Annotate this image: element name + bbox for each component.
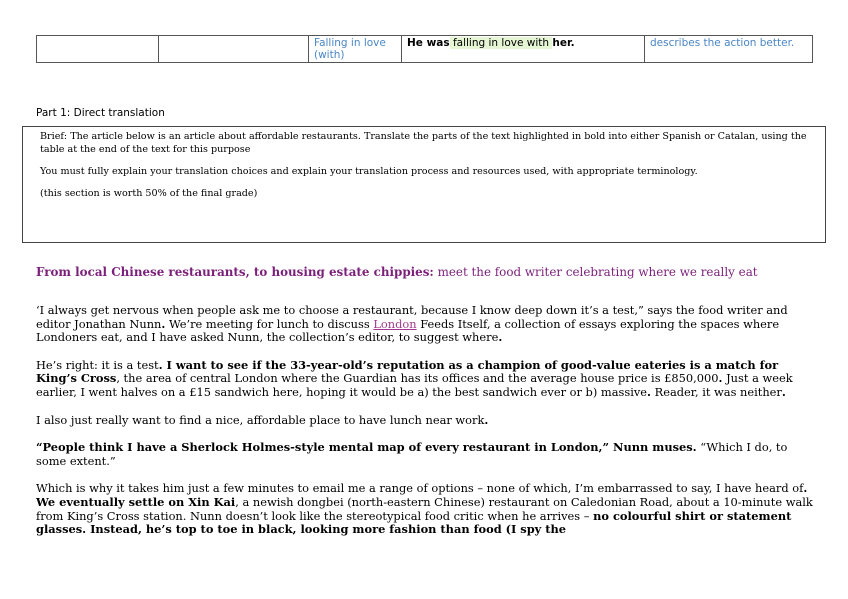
bold-text: . bbox=[647, 384, 651, 399]
brief-box bbox=[22, 126, 826, 243]
text: Just a week earlier, I went halves on a £15 sandwich here, hoping it would be a) the best sandwich ever or b) massive bbox=[36, 371, 793, 399]
table-cell bbox=[159, 36, 309, 63]
article-body bbox=[36, 304, 814, 551]
bold-text: . bbox=[498, 330, 503, 345]
article-paragraph bbox=[36, 414, 814, 428]
example-bold: her. bbox=[552, 37, 575, 49]
text: , a newish dongbei (north-eastern Chinese) restaurant on Caledonian Road, about a 10-minute walk from King’s Cross station. Nunn doesn’t look like the stereotypical food critic when he arrives – bbox=[36, 494, 813, 523]
table-row bbox=[37, 36, 813, 63]
example-highlight: falling in love with bbox=[449, 37, 553, 49]
headline-rest: meet the food writer celebrating where we really eat bbox=[433, 265, 758, 279]
text: , the area of central London where the Guardian has its offices and the average house price is £850,000 bbox=[116, 371, 719, 386]
text: Which is why it takes him just a few minutes to email me a range of options – none of which, I’m embarrassed to say, I have heard of bbox=[36, 481, 804, 496]
text: Reader, it was neither bbox=[651, 384, 782, 399]
headline-bold: From local Chinese restaurants, to housing estate chippies: bbox=[36, 265, 434, 279]
brief-paragraph: Brief: The article below is an article about affordable restaurants. Translate the parts of the text highlighted in bold into either Spanish or Catalan, using the table at the end of the text for this purpose bbox=[40, 131, 807, 155]
table-cell-example bbox=[402, 36, 645, 63]
text: ‘I always get nervous when people ask me to choose a restaurant, because I know deep down it’s a test,” says the food writer and editor Jonathan Nunn bbox=[36, 303, 788, 331]
article-paragraph bbox=[36, 304, 814, 345]
bold-text: . We eventually settle on Xin Kai bbox=[36, 481, 808, 509]
brief-paragraph: (this section is worth 50% of the final grade) bbox=[40, 188, 258, 199]
section-heading: Part 1: Direct translation bbox=[36, 107, 165, 119]
text: He’s right: it is a test bbox=[36, 357, 159, 372]
bold-text: no colourful shirt or statement glasses. Instead, he’s top to toe in black, looking more fashion than food (I spy the bbox=[36, 508, 792, 537]
bold-text: “People think I have a Sherlock Holmes-style mental map of every restaurant in London,” Nunn muses. bbox=[36, 440, 697, 455]
bold-text: . bbox=[781, 384, 786, 399]
text: I also just really want to find a nice, affordable place to have lunch near work bbox=[36, 412, 485, 427]
table-cell bbox=[37, 36, 159, 63]
text: Feeds Itself, a collection of essays exploring the spaces where Londoners eat, and I have asked Nunn, the collection’s editor, to suggest where bbox=[36, 316, 780, 345]
text: We’re meeting for lunch to discuss bbox=[165, 316, 374, 331]
article-paragraph bbox=[36, 359, 814, 400]
article-paragraph bbox=[36, 482, 814, 536]
article-paragraph bbox=[36, 441, 814, 468]
article-headline bbox=[36, 265, 758, 279]
london-link[interactable]: London bbox=[373, 316, 417, 331]
text: “Which I do, to some extent.” bbox=[36, 440, 788, 468]
bold-text: . bbox=[484, 412, 489, 427]
bold-text: . bbox=[718, 371, 723, 386]
table-cell-comment: describes the action better. bbox=[645, 36, 813, 63]
bold-text: . I want to see if the 33-year-old’s reputation as a champion of good-value eateries is a match for King’s Cross bbox=[36, 357, 779, 386]
translation-table bbox=[36, 35, 813, 63]
bold-text: . bbox=[161, 316, 166, 331]
table-cell-term: Falling in love (with) bbox=[309, 36, 402, 63]
brief-paragraph: You must fully explain your translation choices and explain your translation process and resources used, with appropriate terminology. bbox=[40, 166, 698, 177]
example-bold: He was bbox=[407, 37, 450, 49]
